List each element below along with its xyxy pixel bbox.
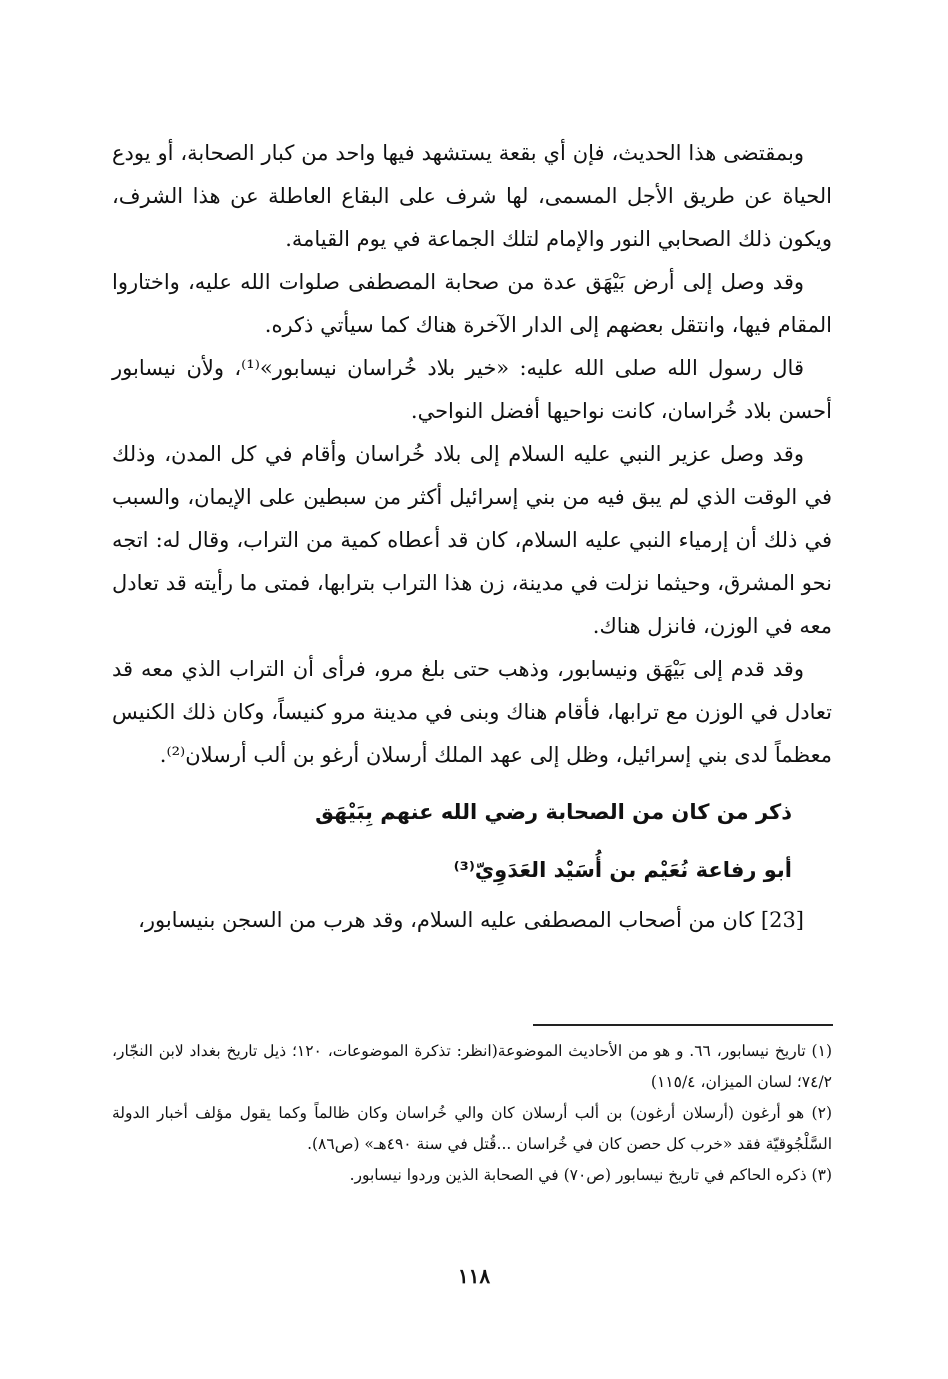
footnote: (١) تاريخ نيسابور، ٦٦. و هو من الأحاديث الموضوعة(انظر: تذكرة الموضوعات، ١٢٠؛ ذيل تاريخ بغداد لابن النجّار، ٧٤/٢؛ لسان الميزان، ١١٥/٤) bbox=[112, 1042, 832, 1091]
footnote-divider bbox=[533, 1024, 833, 1026]
footnote: (٢) هو أرغون (أرسلان أرغون) بن ألب أرسلان كان والي خُراسان وكان ظالماً وكما يقول مؤلف أخبار الدولة السَّلْجُوقيّة فقد «خرب كل حصن كان في خُراسان ...قُتل في سنة ٤٩٠هـ» (ص٨٦). bbox=[112, 1104, 832, 1153]
paragraph: وقد وصل عزير النبي عليه السلام إلى بلاد خُراسان وأقام في كل المدن، وذلك في الوقت الذي لم يبق فيه من بني إسرائيل أكثر من سبطين على الإيمان، والسبب في ذلك أن إرمياء النبي عليه السلام، كان قد أعطاه كمية من التراب، وقال له: اتجه نحو المشرق، وحيثما نزلت في مدينة، زن هذا التراب بترابها، فمتى ما رأيته قد تعادل معه في الوزن، فانزل هناك. bbox=[112, 442, 832, 638]
page-number: ١١٨ bbox=[457, 1264, 491, 1288]
paragraph: وقد قدم إلى بَيْهَق ونيسابور، وذهب حتى بلغ مرو، فرأى أن التراب الذي معه قد تعادل في الوزن مع ترابها، فأقام هناك وبنى في مدينة مرو كنيساً، وكان ذلك الكنيس معظماً لدى بني إسرائيل، وظل إلى عهد الملك أرسلان أرغو بن ألب أرسلان⁽²⁾. bbox=[112, 657, 832, 767]
main-text bbox=[112, 132, 832, 942]
paragraph: قال رسول الله صلى الله عليه: «خير بلاد خُراسان نيسابور»⁽¹⁾، ولأن نيسابور أحسن بلاد خُراسان، كانت نواحيها أفضل النواحي. bbox=[112, 356, 832, 423]
entry-text: كان من أصحاب المصطفى عليه السلام، وقد هرب من السجن بنيسابور، bbox=[138, 908, 755, 932]
footnotes bbox=[112, 1036, 832, 1191]
entry-number: [23] bbox=[760, 908, 804, 932]
section-heading: ذكر من كان من الصحابة رضي الله عنهم بِبَيْهَق bbox=[315, 800, 792, 824]
paragraph: وبمقتضى هذا الحديث، فإن أي بقعة يستشهد فيها واحد من كبار الصحابة، أو يودع الحياة عن طريق الأجل المسمى، لها شرف على البقاع العاطلة عن هذا الشرف، ويكون ذلك الصحابي النور والإمام لتلك الجماعة في يوم القيامة. bbox=[112, 141, 832, 251]
paragraph: وقد وصل إلى أرض بَيْهَق عدة من صحابة المصطفى صلوات الله عليه، واختاروا المقام فيها، وانتقل بعضهم إلى الدار الآخرة هناك كما سيأتي ذكره. bbox=[112, 270, 832, 337]
entry-paragraph bbox=[112, 899, 832, 942]
person-heading: أبو رفاعة نُعَيْم بن أُسَيْد العَدَوِيّ⁽³⁾ bbox=[453, 858, 792, 882]
footnote: (٣) ذكره الحاكم في تاريخ نيسابور (ص٧٠) في الصحابة الذين وردوا نيسابور. bbox=[349, 1166, 832, 1184]
